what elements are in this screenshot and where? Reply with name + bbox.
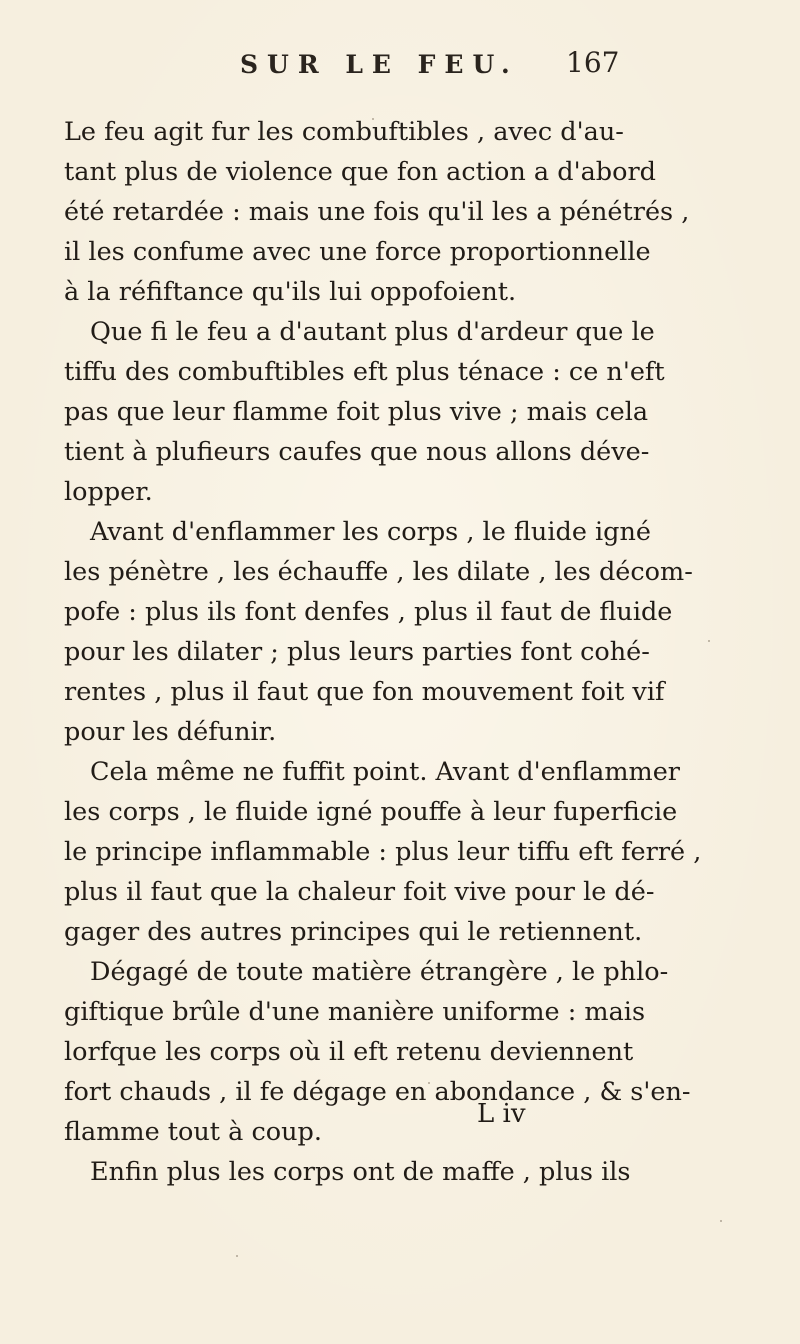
text-line: Le feu agit fur les combuftibles , avec d'au-: [64, 117, 624, 147]
text-line: été retardée : mais une fois qu'il les a pénétrés ,: [64, 197, 690, 227]
paper-speck: [720, 1220, 722, 1222]
text-line: Avant d'enflammer les corps , le fluide igné: [90, 517, 652, 547]
text-line: Dégagé de toute matière étrangère , le phlo-: [90, 957, 669, 987]
text-line: lopper.: [64, 477, 153, 507]
text-line: giftique brûle d'une manière uniforme : mais: [64, 997, 646, 1027]
signature-mark: L iv: [477, 1099, 526, 1129]
paper-speck: [708, 640, 710, 642]
paper-speck: [428, 1082, 430, 1084]
text-line: plus il faut que la chaleur foit vive pour le dé-: [64, 877, 655, 907]
text-line: pas que leur flamme foit plus vive ; mais cela: [64, 397, 649, 427]
text-line: les corps , le fluide igné pouffe à leur fuperficie: [64, 797, 678, 827]
text-line: fort chauds , il fe dégage en abondance , & s'en-: [64, 1077, 691, 1107]
text-line: Que fi le feu a d'autant plus d'ardeur que le: [90, 317, 655, 347]
running-title: SUR LE FEU.: [240, 50, 519, 79]
text-line: Enfin plus les corps ont de maffe , plus ils: [90, 1157, 631, 1187]
text-line: flamme tout à coup.: [64, 1117, 322, 1147]
paper-speck: [236, 1255, 238, 1257]
text-line: Cela même ne fuffit point. Avant d'enflammer: [90, 757, 680, 787]
text-line: les pénètre , les échauffe , les dilate , les décom-: [64, 557, 693, 587]
text-line: gager des autres principes qui le retiennent.: [64, 917, 643, 947]
text-line: il les confume avec une force proportionnelle: [64, 237, 651, 267]
paper-speck: [372, 118, 374, 120]
page-number: 167: [566, 46, 620, 79]
text-line: à la réfiftance qu'ils lui oppofoient.: [64, 277, 517, 307]
text-line: lorfque les corps où il eft retenu deviennent: [64, 1037, 634, 1067]
text-line: pofe : plus ils font denfes , plus il faut de fluide: [64, 597, 673, 627]
text-line: rentes , plus il faut que fon mouvement foit vif: [64, 677, 665, 707]
text-line: tant plus de violence que fon action a d'abord: [64, 157, 656, 187]
text-line: tiffu des combuftibles eft plus ténace : ce n'eft: [64, 357, 665, 387]
text-line: le principe inflammable : plus leur tiffu eft ferré ,: [64, 837, 702, 867]
text-line: pour les défunir.: [64, 717, 277, 747]
text-line: tient à plufieurs caufes que nous allons déve-: [64, 437, 650, 467]
text-line: pour les dilater ; plus leurs parties font cohé-: [64, 637, 650, 667]
